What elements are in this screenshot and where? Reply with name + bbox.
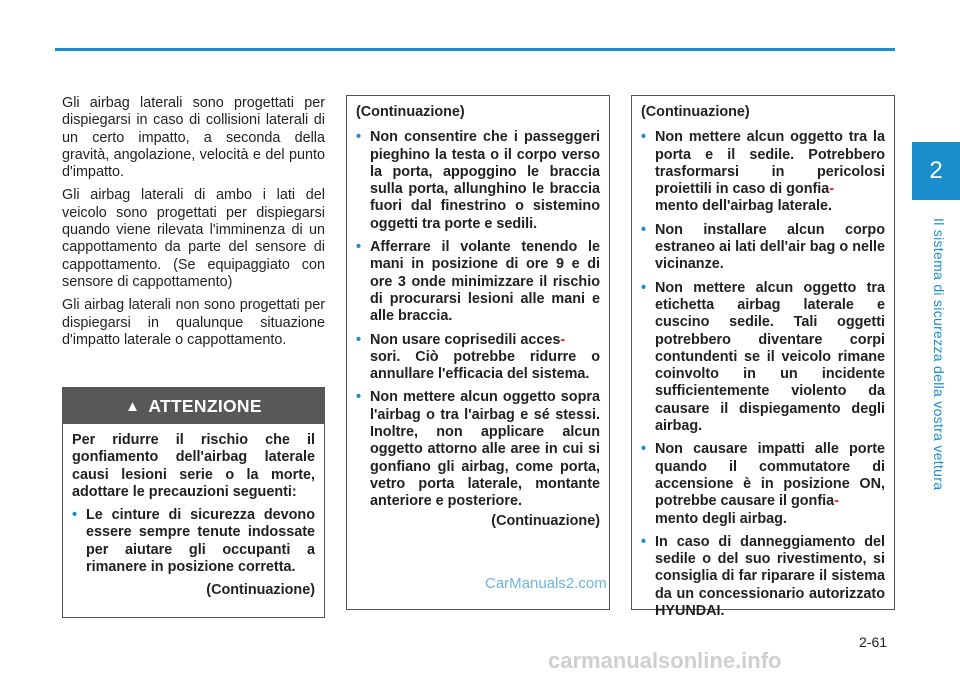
- warning-bullet: • Le cinture di sicurezza devono essere sempre tenute indossate per aiutare gli occupanti a rimanere in posizione corretta.: [72, 507, 315, 576]
- continued-label: (Continuazione): [641, 104, 750, 120]
- bullet-icon: •: [356, 389, 362, 406]
- warning-header: [63, 388, 324, 424]
- continuation-box-1: [346, 95, 610, 610]
- bullet-icon: •: [72, 507, 78, 524]
- bullet-icon: •: [356, 239, 362, 256]
- intro-paragraph: Gli airbag laterali sono progettati per dispiegarsi in caso di collisioni laterali di un certo impatto, a seconda della gravità, angolazione, velocità e del punto d'impatto.: [62, 95, 325, 181]
- continued-label: (Continuazione): [491, 512, 600, 529]
- continued-label: (Continuazione): [356, 104, 465, 120]
- warning-bullet: • Non consentire che i passeggeri pieghino la testa o il corpo verso la porta, appoggino le braccia sulla porta, allunghino le braccia fuori dal finestrino o sistemino oggetti tra porte e sedili.: [356, 129, 600, 232]
- bullet-icon: •: [356, 129, 362, 146]
- bullet-icon: •: [356, 331, 362, 348]
- intro-paragraph: Gli airbag laterali di ambo i lati del veicolo sono progettati per dispiegarsi quando viene rilevata l'imminenza di un cappottamento da parte del sensore di cappottamento. (Se equipaggiato con sensore di cappottamento): [62, 187, 325, 290]
- warning-triangle-icon: ▲: [125, 397, 141, 415]
- warning-bullet: • Non causare impatti alle porte quando il commutatore di accensione è in posizione ON, potrebbe causare il gonfia- mento degli airbag.: [641, 441, 885, 527]
- warning-box: [62, 387, 325, 618]
- page-number: 2-61: [859, 634, 888, 650]
- continuation-box-2: [631, 95, 895, 620]
- continued-label: (Continuazione): [206, 582, 315, 599]
- warning-bullet: • Non usare coprisedili acces- sori. Ciò potrebbe ridurre o annullare l'efficacia del sistema.: [356, 331, 600, 383]
- bullet-icon: •: [641, 441, 647, 458]
- warning-bullet: • In caso di danneggiamento del sedile o del suo rivestimento, si consiglia di far riparare il sistema da un concessionario autorizzato HYUNDAI.: [641, 533, 885, 620]
- warning-bullet: • Afferrare il volante tenendo le mani in posizione di ore 9 e di ore 3 onde minimizzare il rischio di procurarsi lesioni alle mani e alle braccia.: [356, 239, 600, 325]
- watermark: CarManuals2.com: [485, 575, 607, 592]
- warning-bullet: • Non mettere alcun oggetto tra etichetta airbag laterale e cuscino sedile. Tali oggetti potrebbero diventare corpi contundenti se il veicolo rimane coinvolto in un incidente sufficientemente violento da causare il dispiegamento degli airbag.: [641, 279, 885, 435]
- chapter-number: 2: [929, 157, 943, 184]
- intro-paragraph: Gli airbag laterali non sono progettati per dispiegarsi in qualunque situazione d'impatto laterale o cappottamento.: [62, 297, 325, 348]
- chapter-tab: [912, 142, 960, 200]
- bullet-icon: •: [641, 129, 647, 146]
- footer-watermark: carmanualsonline.info: [548, 648, 782, 673]
- bullet-icon: •: [641, 279, 647, 296]
- warning-bullet: • Non mettere alcun oggetto sopra l'airbag o tra l'airbag e sé stessi. Inoltre, non applicare alcun oggetto attorno alle aree in cui si gonfiano gli airbag, come porta, vetro porta laterale, montante anteriore e posteriore.: [356, 389, 600, 510]
- warning-title: ATTENZIONE: [148, 395, 262, 416]
- top-rule: [55, 48, 895, 51]
- intro-text: [62, 95, 325, 355]
- bullet-icon: •: [641, 221, 647, 238]
- bullet-icon: •: [641, 533, 647, 550]
- chapter-title: Il sistema di sicurezza della vostra vettura: [931, 218, 947, 491]
- warning-bullet: • Non installare alcun corpo estraneo ai lati dell'air bag o nelle vicinanze.: [641, 221, 885, 273]
- warning-intro: Per ridurre il rischio che il gonfiamento dell'airbag laterale causi lesioni serie o la morte, adottare le precauzioni seguenti:: [72, 432, 315, 500]
- warning-bullet: • Non mettere alcun oggetto tra la porta e il sedile. Potrebbero trasformarsi in pericolosi proiettili in caso di gonfia- mento dell'airbag laterale.: [641, 129, 885, 215]
